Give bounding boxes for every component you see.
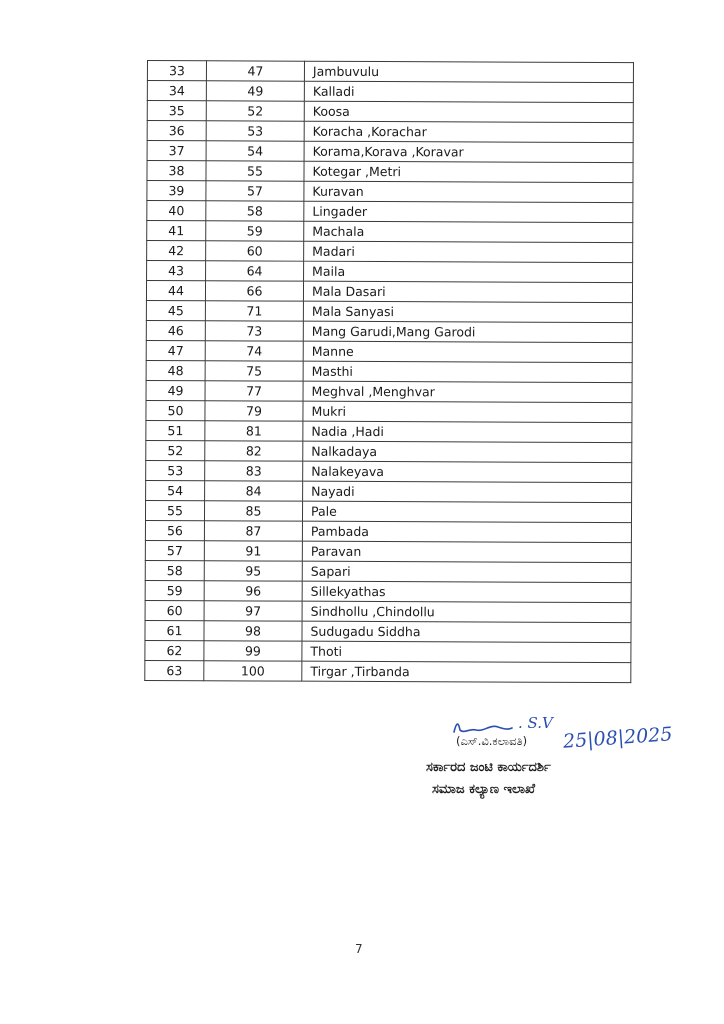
serial-number-cell: 45 <box>146 300 205 320</box>
caste-name-cell: Mukri <box>303 401 632 422</box>
serial-number-cell: 63 <box>145 660 204 680</box>
serial-number-cell: 39 <box>147 181 206 201</box>
serial-number-cell: 40 <box>147 201 206 221</box>
serial-number-cell: 50 <box>146 400 205 420</box>
caste-name-cell: Pale <box>302 501 631 522</box>
serial-number-cell: 49 <box>146 380 205 400</box>
table-row <box>147 121 633 143</box>
table-row <box>145 560 631 582</box>
table-row <box>147 221 633 243</box>
caste-name-cell: Tirgar ,Tirbanda <box>302 661 631 682</box>
page-number: 7 <box>355 942 363 956</box>
caste-number-cell: 81 <box>205 421 303 441</box>
caste-number-cell: 77 <box>205 381 303 401</box>
caste-number-cell: 95 <box>204 561 302 581</box>
table-row <box>145 660 631 682</box>
caste-number-cell: 96 <box>204 581 302 601</box>
serial-number-cell: 33 <box>147 61 206 81</box>
caste-number-cell: 47 <box>206 61 304 81</box>
caste-number-cell: 57 <box>206 181 304 201</box>
caste-name-cell: Madari <box>304 241 633 262</box>
caste-number-cell: 99 <box>204 641 302 661</box>
serial-number-cell: 44 <box>146 281 205 301</box>
caste-number-cell: 83 <box>205 461 303 481</box>
serial-number-cell: 55 <box>145 500 204 520</box>
table-row <box>145 640 631 662</box>
serial-number-cell: 52 <box>146 440 205 460</box>
table-row <box>146 460 632 482</box>
caste-list-table <box>144 60 634 683</box>
signature-initials: . S.V <box>518 714 553 732</box>
signature-date: 25|08|2025 <box>562 723 674 753</box>
table-row <box>145 580 631 602</box>
table-row <box>146 440 632 462</box>
table-row <box>147 81 633 103</box>
caste-name-cell: Paravan <box>302 541 631 562</box>
table-row <box>146 300 632 322</box>
caste-number-cell: 82 <box>205 441 303 461</box>
serial-number-cell: 41 <box>147 221 206 241</box>
serial-number-cell: 60 <box>145 600 204 620</box>
caste-name-cell: Pambada <box>302 521 631 542</box>
caste-name-cell: Mala Sanyasi <box>303 301 632 322</box>
table-row <box>145 500 631 522</box>
caste-number-cell: 58 <box>206 201 304 221</box>
table-row <box>146 400 632 422</box>
caste-name-cell: Meghval ,Menghvar <box>303 381 632 402</box>
caste-name-cell: Mang Garudi,Mang Garodi <box>303 321 632 342</box>
table-row <box>146 340 632 362</box>
signature-block <box>420 712 720 807</box>
table-row <box>147 161 633 183</box>
caste-number-cell: 75 <box>205 361 303 381</box>
table-row <box>147 201 633 223</box>
serial-number-cell: 35 <box>147 101 206 121</box>
table-row <box>145 520 631 542</box>
caste-number-cell: 74 <box>205 341 303 361</box>
serial-number-cell: 36 <box>147 121 206 141</box>
serial-number-cell: 48 <box>146 360 205 380</box>
serial-number-cell: 37 <box>147 141 206 161</box>
caste-number-cell: 60 <box>206 241 304 261</box>
table-row <box>146 360 632 382</box>
table-body <box>145 61 634 683</box>
serial-number-cell: 58 <box>145 560 204 580</box>
caste-name-cell: Kalladi <box>304 81 633 102</box>
table-row <box>146 320 632 342</box>
caste-name-cell: Masthi <box>303 361 632 382</box>
table-row <box>146 420 632 442</box>
caste-name-cell: Sapari <box>302 561 631 582</box>
caste-name-cell: Nayadi <box>303 481 632 502</box>
caste-name-cell: Sillekyathas <box>302 581 631 602</box>
caste-number-cell: 59 <box>206 221 304 241</box>
caste-name-cell: Korama,Korava ,Koravar <box>304 141 633 162</box>
caste-number-cell: 54 <box>206 141 304 161</box>
table-row <box>146 380 632 402</box>
caste-number-cell: 79 <box>205 401 303 421</box>
caste-name-cell: Lingader <box>304 201 633 222</box>
caste-name-cell: Machala <box>304 221 633 242</box>
serial-number-cell: 53 <box>146 460 205 480</box>
table-row <box>147 241 633 263</box>
caste-name-cell: Thoti <box>302 641 631 662</box>
caste-number-cell: 87 <box>204 521 302 541</box>
caste-number-cell: 71 <box>205 301 303 321</box>
table-row <box>147 141 633 163</box>
caste-number-cell: 55 <box>206 161 304 181</box>
caste-name-cell: Maila <box>304 261 633 282</box>
table-row <box>146 480 632 502</box>
caste-number-cell: 84 <box>205 481 303 501</box>
table-row <box>145 540 631 562</box>
caste-number-cell: 49 <box>206 81 304 101</box>
serial-number-cell: 57 <box>145 540 204 560</box>
serial-number-cell: 43 <box>147 261 206 281</box>
caste-name-cell: Nalkadaya <box>303 441 632 462</box>
serial-number-cell: 56 <box>145 520 204 540</box>
table-row <box>147 261 633 283</box>
serial-number-cell: 38 <box>147 161 206 181</box>
caste-name-cell: Nadia ,Hadi <box>303 421 632 442</box>
serial-number-cell: 61 <box>145 620 204 640</box>
signatory-name: (ಎಸ್.ವಿ.ಕಲಾವತಿ) <box>456 734 528 748</box>
caste-name-cell: Kotegar ,Metri <box>304 161 633 182</box>
serial-number-cell: 42 <box>147 241 206 261</box>
signatory-department: ಸಮಾಜ ಕಲ್ಯಾಣ ಇಲಾಖೆ <box>432 782 535 797</box>
serial-number-cell: 51 <box>146 420 205 440</box>
caste-number-cell: 73 <box>205 321 303 341</box>
caste-number-cell: 52 <box>206 101 304 121</box>
serial-number-cell: 46 <box>146 320 205 340</box>
caste-number-cell: 53 <box>206 121 304 141</box>
table-row <box>145 600 631 622</box>
caste-name-cell: Koosa <box>304 101 633 122</box>
serial-number-cell: 34 <box>147 81 206 101</box>
caste-name-cell: Koracha ,Korachar <box>304 121 633 142</box>
caste-number-cell: 100 <box>204 661 302 681</box>
serial-number-cell: 62 <box>145 640 204 660</box>
caste-name-cell: Jambuvulu <box>304 61 633 82</box>
caste-number-cell: 64 <box>206 261 304 281</box>
table-row <box>145 620 631 642</box>
serial-number-cell: 59 <box>145 580 204 600</box>
table-row <box>146 281 632 303</box>
serial-number-cell: 47 <box>146 340 205 360</box>
signatory-designation: ಸರ್ಕಾರದ ಜಂಟಿ ಕಾರ್ಯದರ್ಶಿ <box>426 760 551 775</box>
caste-name-cell: Nalakeyava <box>303 461 632 482</box>
caste-name-cell: Sindhollu ,Chindollu <box>302 601 631 622</box>
table-row <box>147 181 633 203</box>
caste-number-cell: 66 <box>205 281 303 301</box>
caste-name-cell: Kuravan <box>304 181 633 202</box>
caste-number-cell: 85 <box>204 501 302 521</box>
caste-number-cell: 98 <box>204 621 302 641</box>
table-row <box>147 61 633 83</box>
caste-number-cell: 91 <box>204 541 302 561</box>
caste-name-cell: Manne <box>303 341 632 362</box>
caste-name-cell: Sudugadu Siddha <box>302 621 631 642</box>
caste-number-cell: 97 <box>204 601 302 621</box>
serial-number-cell: 54 <box>146 480 205 500</box>
caste-name-cell: Mala Dasari <box>303 281 632 302</box>
table-row <box>147 101 633 123</box>
